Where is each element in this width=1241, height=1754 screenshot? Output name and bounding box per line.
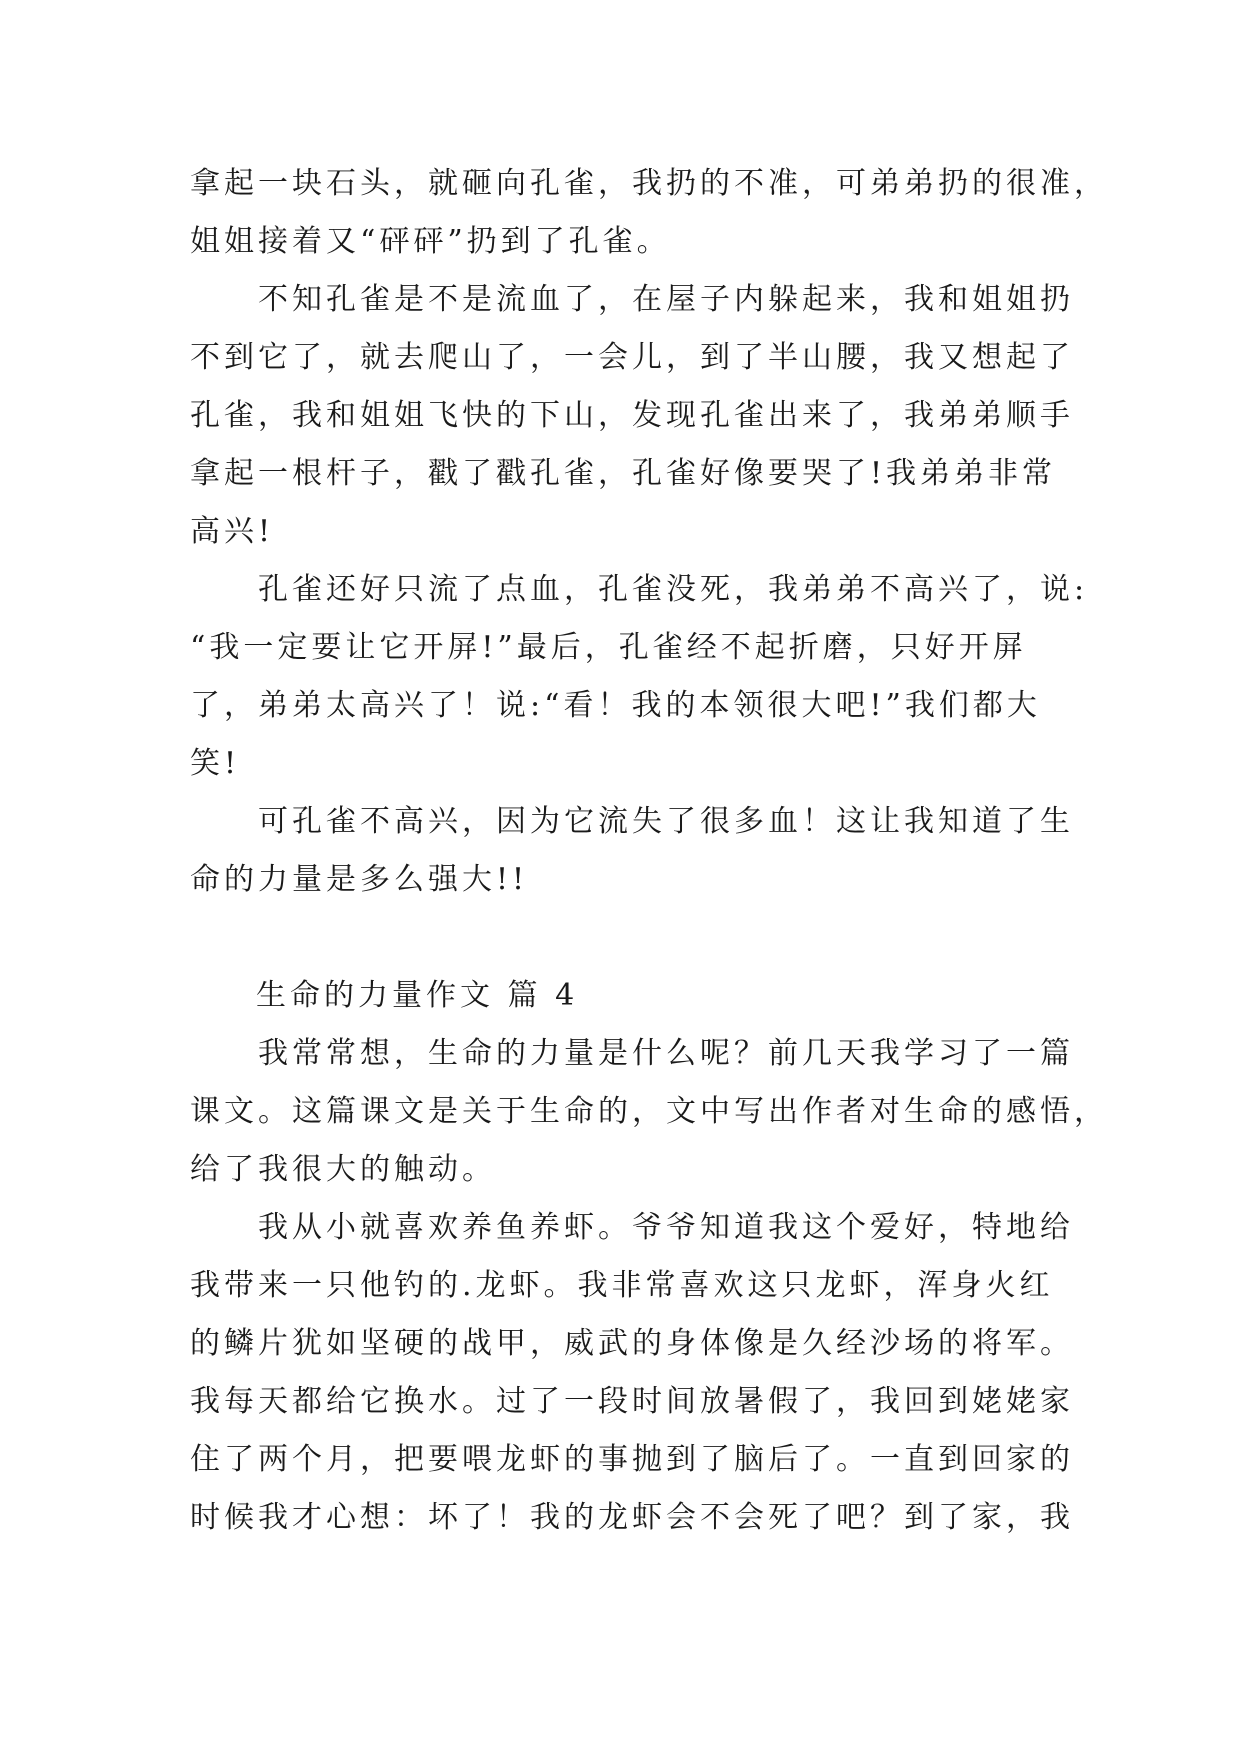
- text-line: 课文。这篇课文是关于生命的，文中写出作者对生命的感悟，: [190, 1094, 1108, 1129]
- text-line: 我从小就喜欢养鱼养虾。爷爷知道我这个爱好，特地给: [190, 1210, 1074, 1245]
- text-line: 高兴!: [190, 514, 275, 549]
- text-line: 我常常想，生命的力量是什么呢？前几天我学习了一篇: [190, 1036, 1074, 1071]
- text-line: “我一定要让它开屏!”最后，孔雀经不起折磨，只好开屏: [190, 630, 1027, 665]
- text-line: 拿起一块石头，就砸向孔雀，我扔的不准，可弟弟扔的很准，: [190, 166, 1108, 201]
- text-line: 了，弟弟太高兴了！说:“看！我的本领很大吧!”我们都大: [190, 688, 1041, 723]
- text-line: 给了我很大的触动。: [190, 1152, 496, 1187]
- text-line: 住了两个月，把要喂龙虾的事抛到了脑后了。一直到回家的: [190, 1442, 1074, 1477]
- text-line: 孔雀还好只流了点血，孔雀没死，我弟弟不高兴了，说:: [190, 572, 1089, 607]
- text-line: 命的力量是多么强大!!: [190, 862, 529, 897]
- text-line: 可孔雀不高兴，因为它流失了很多血！这让我知道了生: [190, 804, 1074, 839]
- text-line: 我带来一只他钓的.龙虾。我非常喜欢这只龙虾，浑身火红: [190, 1268, 1054, 1303]
- text-line: 不知孔雀是不是流血了，在屋子内躲起来，我和姐姐扔: [190, 282, 1074, 317]
- document-body: [190, 155, 1108, 1547]
- text-line: 我每天都给它换水。过了一段时间放暑假了，我回到姥姥家: [190, 1384, 1074, 1419]
- text-line: 时候我才心想：坏了！我的龙虾会不会死了吧？到了家，我: [190, 1500, 1074, 1535]
- text-line: 拿起一根杆子，戳了戳孔雀，孔雀好像要哭了!我弟弟非常: [190, 456, 1057, 491]
- section-heading: 生命的力量作文 篇 4: [256, 978, 579, 1013]
- text-line: 孔雀，我和姐姐飞快的下山，发现孔雀出来了，我弟弟顺手: [190, 398, 1074, 433]
- text-line: 笑!: [190, 746, 241, 781]
- text-line: 不到它了，就去爬山了，一会儿，到了半山腰，我又想起了: [190, 340, 1074, 375]
- blank-line: [190, 909, 1056, 967]
- text-line: 姐姐接着又“砰砰”扔到了孔雀。: [190, 224, 671, 259]
- text-line: 的鳞片犹如坚硬的战甲，威武的身体像是久经沙场的将军。: [190, 1326, 1074, 1361]
